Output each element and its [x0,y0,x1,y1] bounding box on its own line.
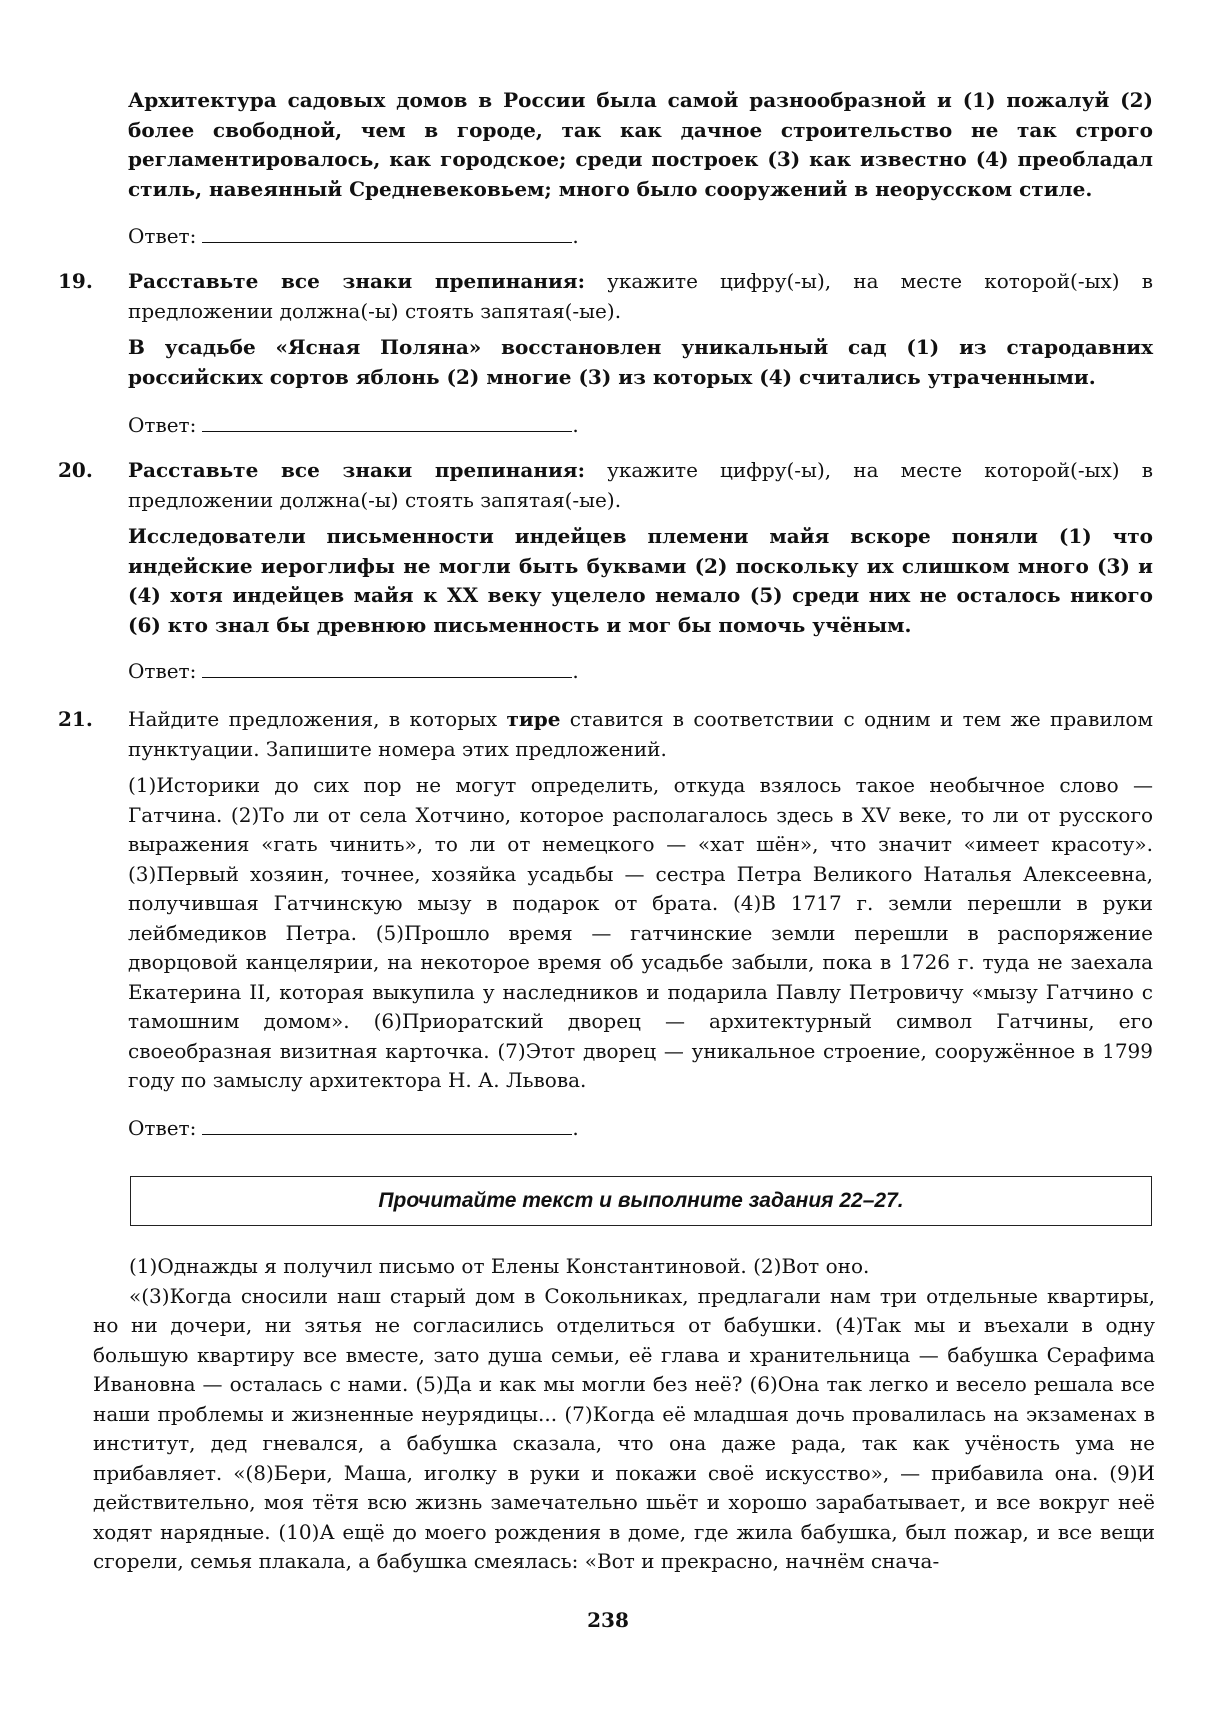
task-20-number: 20. [58,458,93,482]
answer-label: Ответ: [128,1116,197,1140]
task-21-text: (1)Историки до сих пор не могут определить, откуда взялось такое необычное слово — Гатчина. (2)То ли от села Хотчино, которое располагалось здесь в XV веке, то ли от русского выражения «гать чинить», то ли от немецкого — «хат шён», что значит «имеет красоту». (3)Первый хозяин, точнее, хозяйка усадьбы — сестра Петра Великого Наталья Алексеевна, получившая Гатчинскую мызу в подарок от брата. (4)В 1717 г. земли перешли в руки лейбмедиков Петра. (5)Прошло время — гатчинские земли перешли в распоряжение дворцовой канцелярии, на некоторое время об усадьбе забыли, пока в 1726 г. туда не заехала Екатерина II, которая выкупила у наследников и подарила Павлу Петровичу «мызу Гатчино с тамошним домом». (6)Приоратский дворец — архитектурный символ Гатчины, его своеобразная визитная карточка. (7)Этот дворец — уникальное строение, сооружённое в 1799 году по замыслу архитектора Н. А. Львова. [128,773,1153,1092]
task-20 [128,456,1153,640]
page-number: 238 [587,1608,629,1632]
task-21-instruction-a: Найдите предложения, в которых [128,707,507,731]
answer-18 [128,222,579,250]
task-21 [128,705,1153,1096]
task-21-instruction [128,705,1153,764]
answer-label: Ответ: [128,413,197,437]
task-21-number: 21. [58,707,93,731]
answer-19-field[interactable] [202,411,572,432]
task-20-instruction [128,456,1153,515]
task-21-instruction-c: ставится в соответствии с одним и тем же правилом пунктуации. Запишите номера этих предложений. [128,707,1153,761]
answer-end: . [572,1116,579,1140]
task-19-lead: Расставьте все знаки препинания: [128,269,585,293]
task-20-lead: Расставьте все знаки препинания: [128,458,585,482]
answer-20 [128,657,579,685]
task-18-sentence: Архитектура садовых домов в России была самой разнообразной и (1) пожалуй (2) более свободной, чем в городе, так как дачное строительство не так строго регламентировалось, как городское; среди построек (3) как известно (4) преобладал стиль, навеянный Средневековьем; много было сооружений в неорусском стиле. [128,88,1153,201]
answer-end: . [572,413,579,437]
answer-21 [128,1114,579,1142]
reading-heading: Прочитайте текст и выполните задания 22–27. [378,1189,904,1212]
answer-end: . [572,224,579,248]
answer-19 [128,411,579,439]
answer-label: Ответ: [128,224,197,248]
answer-20-field[interactable] [202,657,572,678]
task-19-instruction-text: укажите цифру(-ы), на месте которой(-ых) в предложении должна(-ы) стоять запятая(-ые). [128,269,1153,323]
reading-paragraph: «(3)Когда сносили наш старый дом в Сокольниках, предлагали нам три отдельные квартиры, но ни дочери, ни зятья не согласились отделиться от бабушки. (4)Так мы и въехали в одну большую квартиру все вместе, зато душа семьи, её глава и хранительница — бабушка Серафима Ивановна — осталась с нами. (5)Да и как мы могли без неё? (6)Она так легко и весело решала все наши проблемы и жизненные неурядицы... (7)Когда её младшая дочь провалилась на экзаменах в институт, дед гневался, а бабушка сказала, что она даже рада, так как учёность ума не прибавляет. «(8)Бери, Маша, иголку в руки и покажи своё искусство», — прибавила она. (9)И действительно, моя тётя всю жизнь замечательно шьёт и хорошо зарабатывает, и все вокруг неё ходят нарядные. (10)А ещё до моего рождения в доме, где жила бабушка, был пожар, и все вещи сгорели, семья плакала, а бабушка смеялась: «Вот и прекрасно, начнём снача- [93,1283,1155,1573]
task-19-number: 19. [58,269,93,293]
task-20-sentence: Исследователи письменности индейцев племени майя вскоре поняли (1) что индейские иероглифы не могли быть буквами (2) поскольку их слишком много (3) и (4) хотя индейцев майя к XX веку уцелело немало (5) среди них не осталось никого (6) кто знал бы древнюю письменность и мог бы помочь учёным. [128,524,1153,637]
task-20-instruction-text: укажите цифру(-ы), на месте которой(-ых) в предложении должна(-ы) стоять запятая(-ые). [128,458,1153,512]
task-21-keyword: тире [506,707,561,731]
task-19-instruction [128,267,1153,326]
answer-21-field[interactable] [202,1114,572,1135]
task-19-sentence: В усадьбе «Ясная Поляна» восстановлен уникальный сад (1) из стародавних российских сортов яблонь (2) многие (3) из которых (4) считались утраченными. [128,335,1153,389]
answer-18-field[interactable] [202,222,572,243]
task-19 [128,267,1153,392]
reading-paragraph: (1)Однажды я получил письмо от Елены Константиновой. (2)Вот оно. [129,1254,870,1278]
reading-heading-box [130,1176,1152,1226]
reading-text [93,1252,1155,1577]
answer-label: Ответ: [128,659,197,683]
answer-end: . [572,659,579,683]
